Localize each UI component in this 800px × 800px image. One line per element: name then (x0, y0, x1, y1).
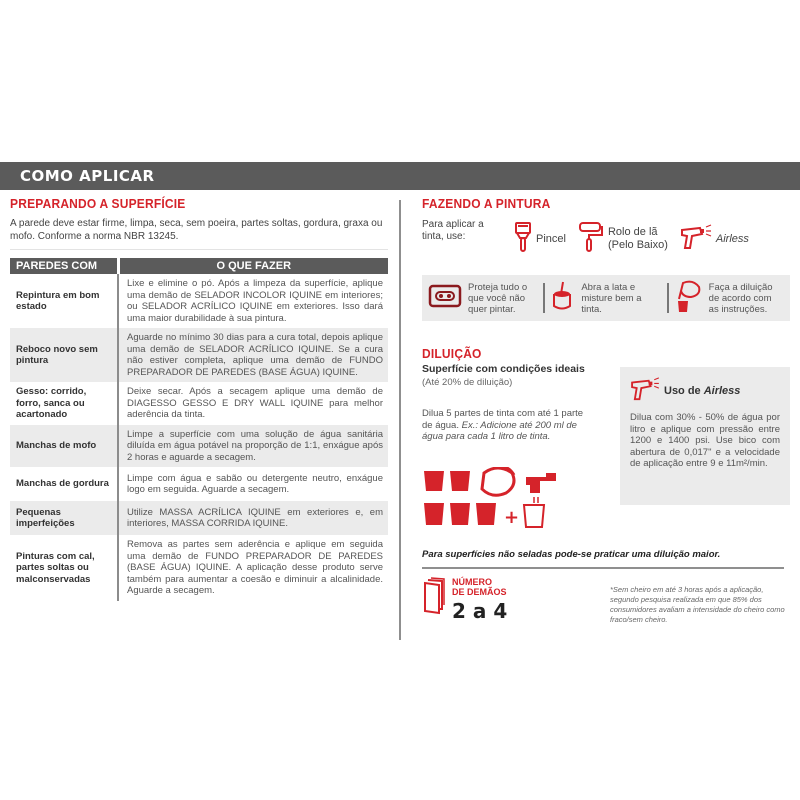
divider (10, 249, 388, 250)
row-condition: Manchas de mofo (10, 425, 118, 468)
step-text: Abra a lata e misture bem a tinta. (581, 281, 642, 315)
painting-section (422, 196, 792, 624)
col-header-action: O QUE FAZER (118, 258, 388, 274)
table-row (10, 425, 388, 468)
row-condition: Pequenas imperfeições (10, 501, 118, 535)
row-condition: Reboco novo sem pintura (10, 328, 118, 382)
dilution-subtitle: Superfície com condições ideais (422, 363, 585, 375)
table-row (10, 535, 388, 601)
step-protect (428, 282, 537, 315)
prep-table (10, 258, 388, 601)
airless-heading: Uso de Airless (630, 377, 780, 404)
step-text: Proteja tudo o que você não quer pintar. (468, 281, 528, 315)
row-action: Lixe e elimine o pó. Após a limpeza da superfície, aplique uma demão de SELADOR INCOLOR IQUINE em interiores; ou SELADOR ACRÍLICO IQUINE em exteriores. Isso dará uma maior durabilidade à sua pintura. (127, 278, 383, 324)
dilution-illustration (422, 467, 572, 542)
row-action: Deixe secar. Após a secagem aplique uma demão de DIAGESSO GESSO E DRY WALL IQUINE para melhor aderência da tinta. (127, 386, 383, 420)
row-action: Remova as partes sem aderência e aplique em seguida uma demão de FUNDO PREPARADOR DE PAREDES (BASE ÁGUA) IQUINE. A aplicação desse produto serve também para aumentar a coesão e diminuir a alcalinidade. Aguarde a secagem. (127, 539, 383, 596)
painting-title: FAZENDO A PINTURA (422, 196, 551, 212)
row-condition: Repintura em bom estado (10, 274, 118, 328)
dilution-text: Dilua 5 partes de tinta com até 1 parte de água. Ex.: Adicione até 200 ml de água para cada 1 litro de tinta. (422, 408, 584, 442)
table-row (10, 382, 388, 425)
tape-icon (428, 283, 462, 314)
dilution-title: DILUIÇÃO (422, 346, 482, 362)
paint-can-stir-icon (551, 280, 575, 317)
spray-gun-icon (680, 224, 712, 255)
step-divider (667, 283, 669, 313)
steps-bar (422, 275, 790, 321)
tool-airless (680, 224, 749, 255)
tools-label: Para aplicar a tinta, use: (422, 219, 484, 242)
tool-brush (514, 221, 566, 258)
step-divider (543, 283, 545, 313)
table-row (10, 274, 388, 328)
book-icon (422, 577, 446, 620)
prep-title: PREPARANDO A SUPERFÍCIE (10, 196, 186, 212)
paint-roller-icon (578, 221, 604, 258)
prep-intro: A parede deve estar firme, limpa, seca, sem poeira, partes soltas, gordura, graxa ou mofo. Conforme a norma NBR 13245. (10, 218, 383, 242)
tool-label: Pincel (536, 232, 566, 245)
coats-label: NÚMERO DE DEMÃOS (452, 577, 507, 597)
prep-section (10, 197, 388, 601)
tool-label: Airless (715, 232, 749, 245)
section-header: COMO APLICAR (0, 162, 800, 190)
divider (422, 567, 784, 569)
row-action: Utilize MASSA ACRÍLICA IQUINE em exteriores e, em interiores, MASSA CORRIDA IQUINE. (118, 501, 388, 535)
step-dilute (675, 279, 784, 318)
tool-label: Rolo de lã (Pelo Baixo) (607, 226, 668, 251)
footnote: *Sem cheiro em até 3 horas após a aplicação, segundo pesquisa realizada em que 85% dos consumidores avaliam a intensidade do cheiro como fraco/sem cheiro. (610, 585, 785, 624)
step-mix (551, 280, 660, 317)
row-action: Limpe com água e sabão ou detergente neutro, enxágue logo em seguida. Aguarde a secagem. (127, 472, 383, 495)
column-divider (399, 200, 401, 640)
table-row (10, 328, 388, 382)
row-action: Aguarde no mínimo 30 dias para a cura total, depois aplique uma demão de SELADOR ACRÍLICO IQUINE. Se a cura não estiver completa, aplique uma demão de FUNDO PREPARADOR DE PAREDES (BASE ÁGUA) IQUINE. (118, 328, 388, 382)
row-condition: Manchas de gordura (10, 467, 118, 501)
table-row (10, 467, 388, 501)
table-row (10, 501, 388, 535)
plus-sign: + (504, 507, 520, 528)
airless-text: Dilua com 30% - 50% de água por litro e aplique com pressão entre 1200 e 1400 psi. Use bico com abertura de 0,017" e a velocidade de aplicação entre 9 e 11m²/min. (630, 412, 780, 469)
dilution-section (422, 347, 622, 443)
row-condition: Gesso: corrido, forro, sanca ou acartonado (10, 382, 118, 425)
step-text: Faça a diluição de acordo com as instruções. (708, 281, 773, 315)
tools-row (422, 219, 792, 259)
airless-box (620, 367, 790, 505)
coats-block (422, 577, 507, 623)
row-condition: Pinturas com cal, partes soltas ou malconservadas (10, 535, 118, 601)
coats-value: 2 a 4 (452, 599, 508, 623)
dilution-note: (Até 20% de diluição) (422, 377, 513, 388)
col-header-condition: PAREDES COM (10, 258, 118, 274)
dilution-bold-note: Para superfícies não seladas pode-se praticar uma diluição maior. (422, 549, 721, 560)
spray-gun-icon (630, 377, 660, 404)
row-action: Limpe a superfície com uma solução de água sanitária diluída em água potável na proporção de 1:1, enxágue após 2 horas e aguarde a secagem. (118, 425, 388, 468)
paintbrush-icon (514, 221, 532, 258)
dilution-pour-icon (675, 279, 703, 318)
tool-roller (578, 221, 668, 258)
